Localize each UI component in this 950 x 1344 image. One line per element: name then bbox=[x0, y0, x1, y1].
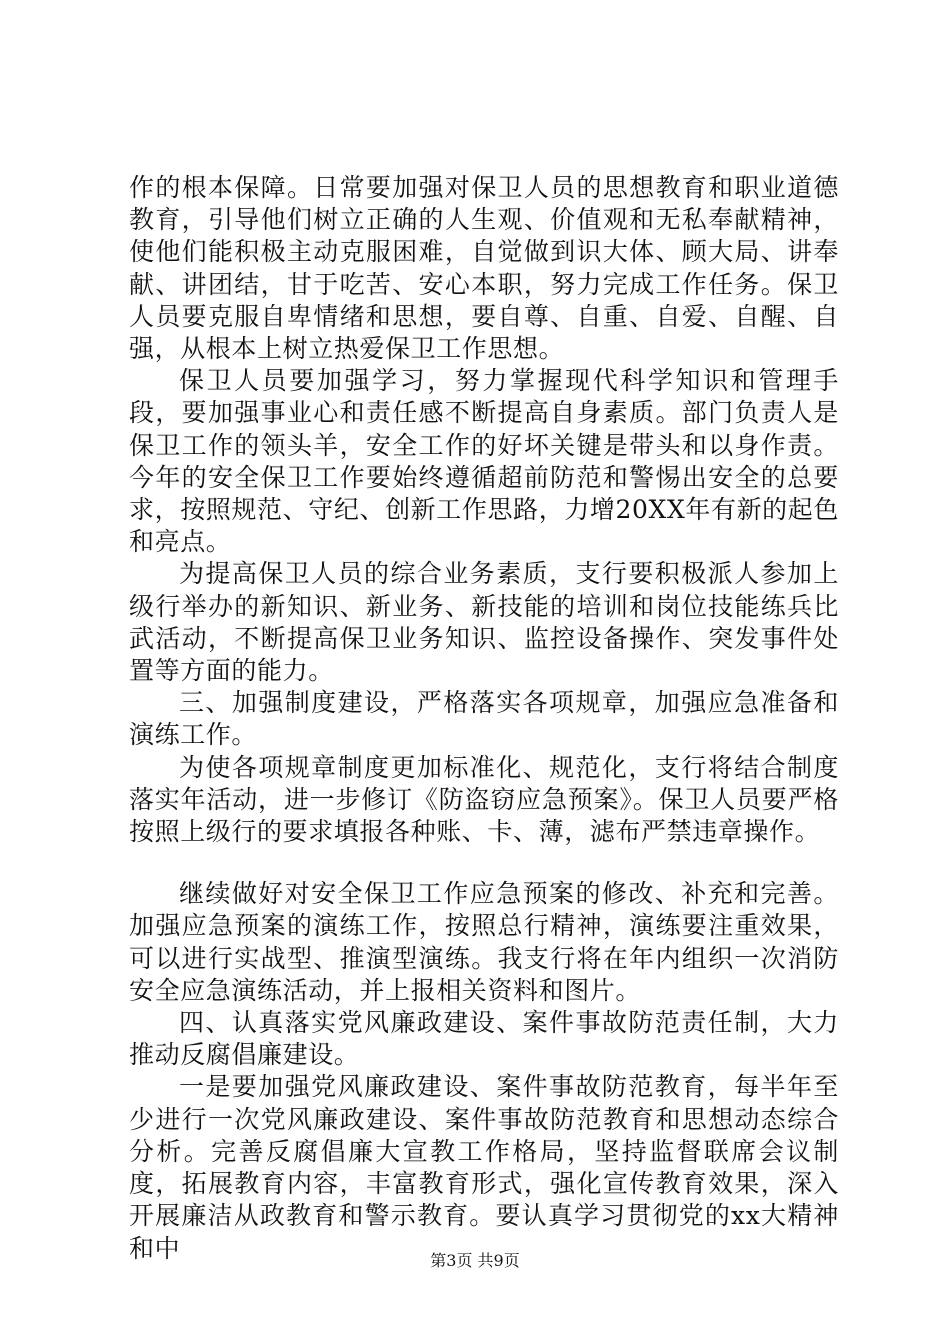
document-body bbox=[129, 172, 839, 1265]
paragraph-3: 为提高保卫人员的综合业务素质，支行要积极派人参加上级行举办的新知识、新业务、新技能的培训和岗位技能练兵比武活动，不断提高保卫业务知识、监控设备操作、突发事件处置等方面的能力。 bbox=[129, 559, 839, 686]
page-footer: 第3页 共9页 bbox=[430, 1251, 520, 1270]
paragraph-gap bbox=[129, 848, 839, 878]
paragraph-8: 一是要加强党风廉政建设、案件事故防范教育，每半年至少进行一次党风廉政建设、案件事故防范教育和思想动态综合分析。完善反腐倡廉大宣教工作格局，坚持监督联席会议制度，拓展教育内容，丰富教育形式，强化宣传教育效果，深入开展廉洁从政教育和警示教育。要认真学习贯彻党的xx大精神和中 bbox=[129, 1072, 839, 1263]
paragraph-5: 为使各项规章制度更加标准化、规范化，支行将结合制度落实年活动，进一步修订《防盗窃应急预案》。保卫人员要严格按照上级行的要求填报各种账、卡、薄，滤布严禁违章操作。 bbox=[129, 752, 839, 847]
paragraph-2: 保卫人员要加强学习，努力掌握现代科学知识和管理手段，要加强事业心和责任感不断提高自身素质。部门负责人是保卫工作的领头羊，安全工作的好坏关键是带头和以身作责。今年的安全保卫工作要始终遵循超前防范和警惕出安全的总要求，按照规范、守纪、创新工作思路，力增20XX年有新的起色和亮点。 bbox=[129, 366, 839, 557]
section-heading-3: 三、加强制度建设，严格落实各项规章，加强应急准备和演练工作。 bbox=[129, 688, 839, 750]
paragraph-6: 继续做好对安全保卫工作应急预案的修改、补充和完善。加强应急预案的演练工作，按照总行精神，演练要注重效果，可以进行实战型、推演型演练。我支行将在年内组织一次消防安全应急演练活动，并上报相关资料和图片。 bbox=[129, 879, 839, 1005]
section-heading-4: 四、认真落实党风廉政建设、案件事故防范责任制，大力推动反腐倡廉建设。 bbox=[129, 1008, 839, 1070]
paragraph-1: 作的根本保障。日常要加强对保卫人员的思想教育和职业道德教育，引导他们树立正确的人生观、价值观和无私奉献精神，使他们能积极主动克服困难，自觉做到识大体、顾大局、讲奉献、讲团结，甘于吃苦、安心本职，努力完成工作任务。保卫人员要克服自卑情绪和思想，要自尊、自重、自爱、自醒、自强，从根本上树立热爱保卫工作思想。 bbox=[129, 173, 839, 364]
